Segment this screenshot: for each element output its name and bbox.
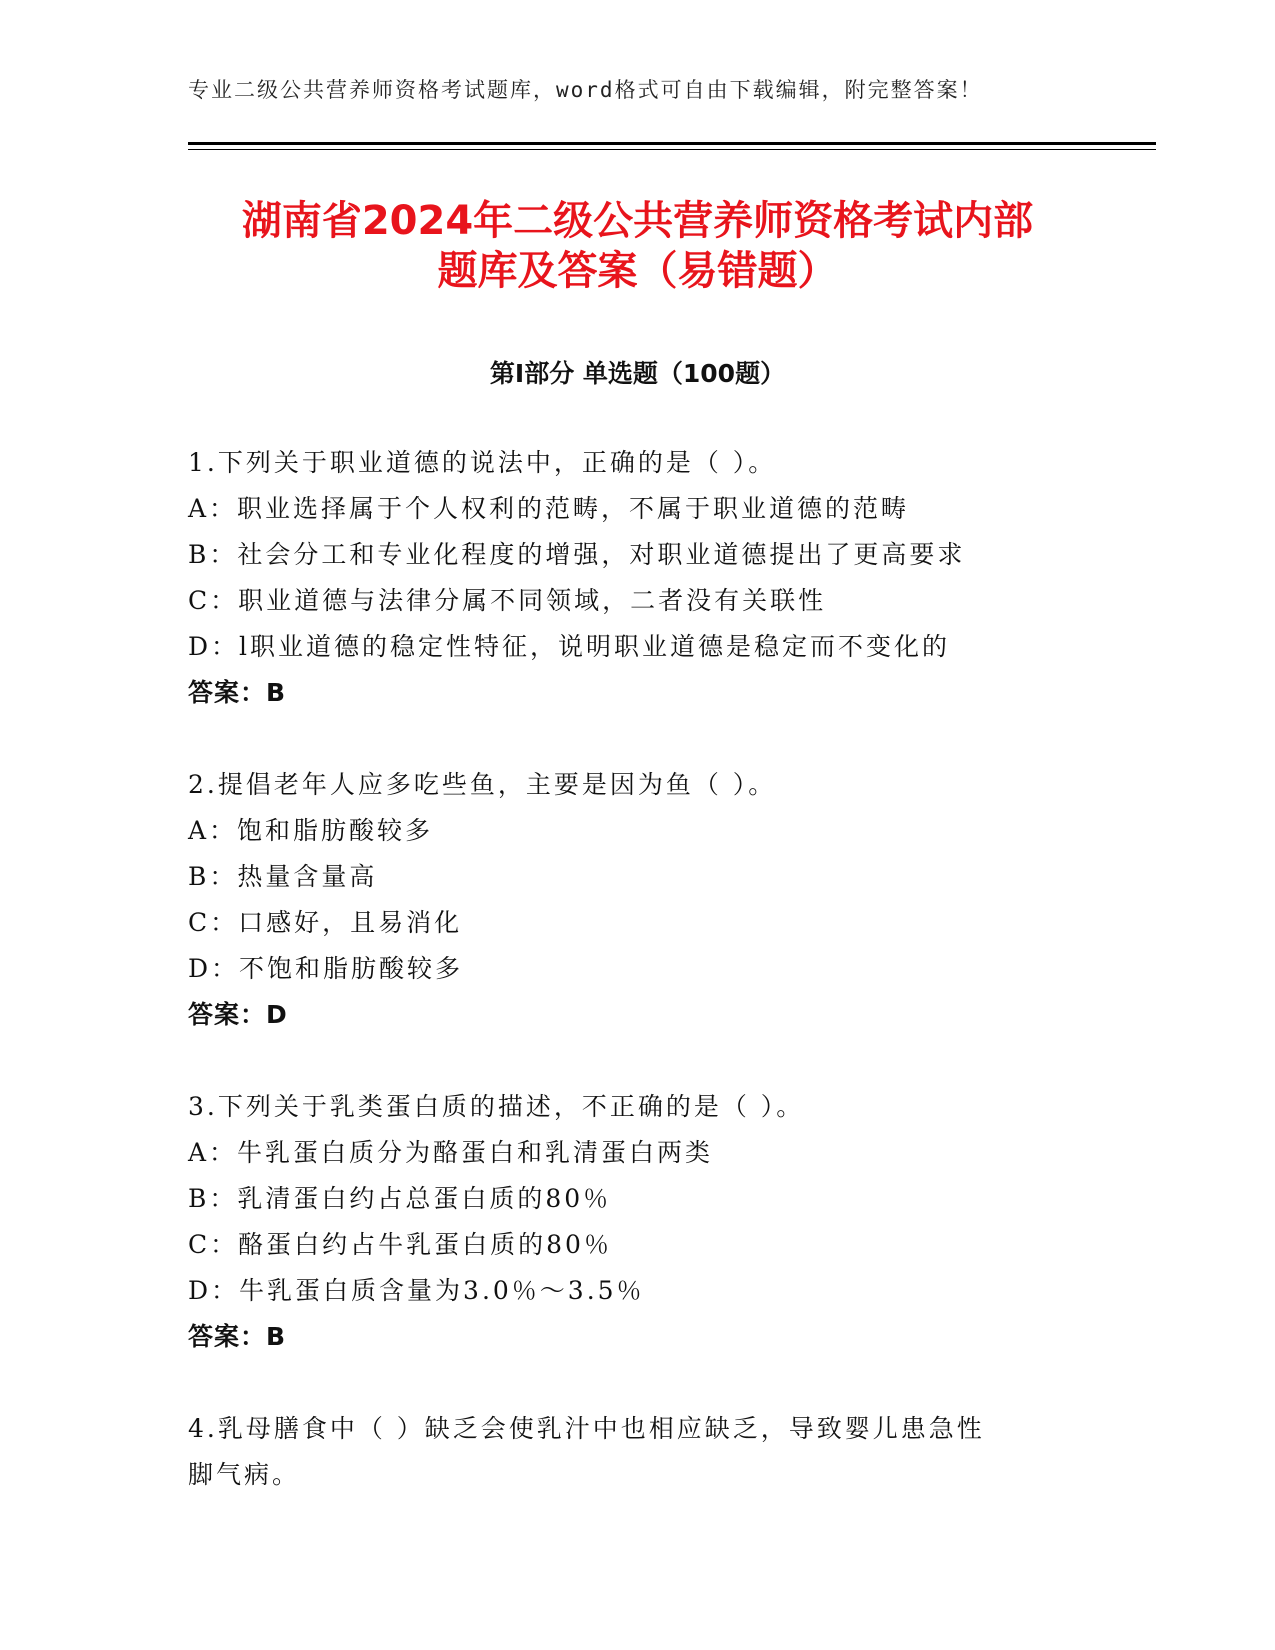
- option-b: B：乳清蛋白约占总蛋白质的80％: [188, 1184, 612, 1213]
- question-stem: 3.下列关于乳类蛋白质的描述，不正确的是（ ）。: [188, 1092, 805, 1121]
- question-stem-line-1: 4.乳母膳食中（ ）缺乏会使乳汁中也相应缺乏，导致婴儿患急性: [188, 1414, 985, 1443]
- option-d: D：l职业道德的稳定性特征，说明职业道德是稳定而不变化的: [188, 632, 951, 661]
- header-note: 专业二级公共营养师资格考试题库，word格式可自由下载编辑，附完整答案！: [188, 78, 983, 102]
- answer: 答案：D: [188, 1000, 288, 1029]
- title-line-1: 湖南省2024年二级公共营养师资格考试内部: [241, 198, 1034, 244]
- document-title: [150, 196, 1125, 296]
- question-1: [188, 440, 1088, 716]
- question-stem: 2.提倡老年人应多吃些鱼，主要是因为鱼（ ）。: [188, 770, 777, 799]
- question-2: [188, 762, 1088, 1038]
- answer: 答案：B: [188, 678, 287, 707]
- question-4: [188, 1406, 1088, 1498]
- option-d: D：牛乳蛋白质含量为3.0％～3.5％: [188, 1276, 645, 1305]
- option-c: C：职业道德与法律分属不同领域，二者没有关联性: [188, 586, 827, 615]
- option-b: B：社会分工和专业化程度的增强，对职业道德提出了更高要求: [188, 540, 966, 569]
- option-b: B：热量含量高: [188, 862, 378, 891]
- option-a: A：职业选择属于个人权利的范畴，不属于职业道德的范畴: [188, 494, 910, 523]
- header-rule-thin: [188, 149, 1156, 150]
- section-title: 第Ⅰ部分 单选题（100题）: [489, 359, 786, 388]
- question-3: [188, 1084, 1088, 1360]
- option-c: C：口感好，且易消化: [188, 908, 463, 937]
- title-line-2: 题库及答案（易错题）: [437, 248, 838, 294]
- question-stem: 1.下列关于职业道德的说法中，正确的是（ ）。: [188, 448, 777, 477]
- question-list: [188, 440, 1088, 1544]
- header-rule-thick: [188, 142, 1156, 145]
- option-a: A：牛乳蛋白质分为酪蛋白和乳清蛋白两类: [188, 1138, 714, 1167]
- option-a: A：饱和脂肪酸较多: [188, 816, 434, 845]
- option-c: C：酪蛋白约占牛乳蛋白质的80％: [188, 1230, 612, 1259]
- option-d: D：不饱和脂肪酸较多: [188, 954, 464, 983]
- answer: 答案：B: [188, 1322, 287, 1351]
- question-stem-line-2: 脚气病。: [188, 1460, 301, 1489]
